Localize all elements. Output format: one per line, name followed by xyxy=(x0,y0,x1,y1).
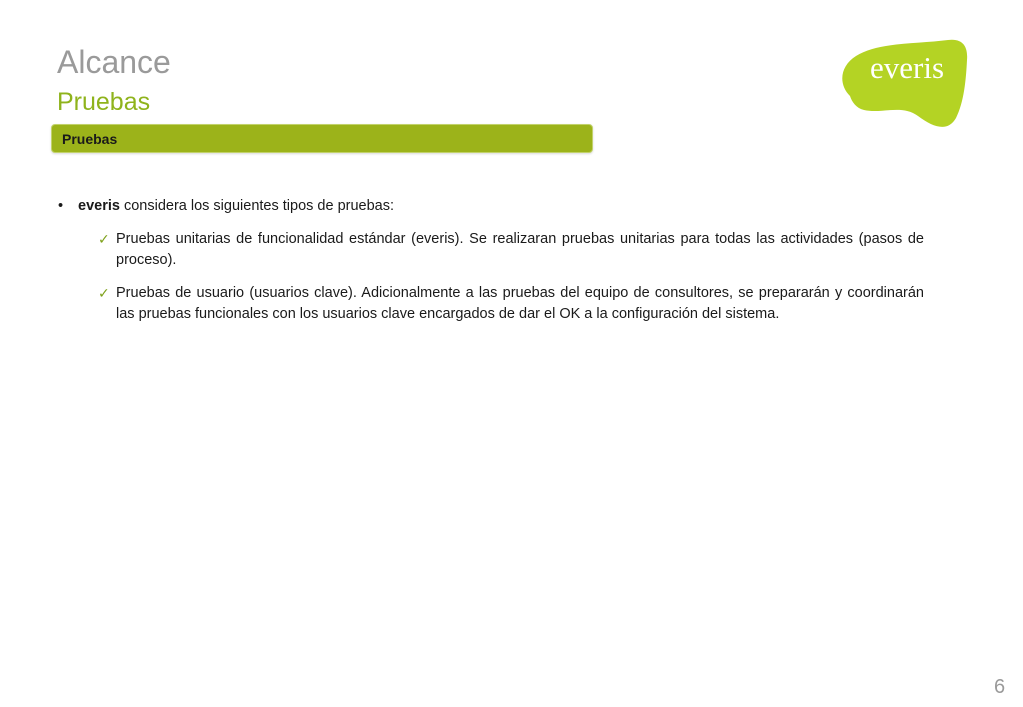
section-header-bar xyxy=(51,124,593,153)
check-list-item xyxy=(58,283,924,325)
check-item-text: Pruebas de usuario (usuarios clave). Adicionalmente a las pruebas del equipo de consultores, se prepararán y coordinarán las pruebas funcionales con los usuarios clave encargados de dar el OK a la configuración del sistema. xyxy=(116,285,924,322)
content-body xyxy=(58,196,924,337)
intro-brand: everis xyxy=(78,198,120,214)
bullet-icon: • xyxy=(58,198,64,214)
checkmark-icon: ✓ xyxy=(98,231,110,247)
page-subtitle: Pruebas xyxy=(57,88,151,116)
intro-bullet xyxy=(58,196,924,217)
check-list-item xyxy=(58,229,924,271)
page-number: 6 xyxy=(994,676,1006,698)
page-title: Alcance xyxy=(57,44,171,80)
section-header-label: Pruebas xyxy=(62,131,118,147)
check-item-text: Pruebas unitarias de funcionalidad estándar (everis). Se realizaran pruebas unitarias para todas las actividades (pasos de proceso). xyxy=(116,231,924,268)
logo-text: everis xyxy=(870,50,945,85)
everis-logo xyxy=(838,36,972,132)
intro-text: considera los siguientes tipos de pruebas: xyxy=(119,198,394,214)
checkmark-icon: ✓ xyxy=(98,285,110,301)
